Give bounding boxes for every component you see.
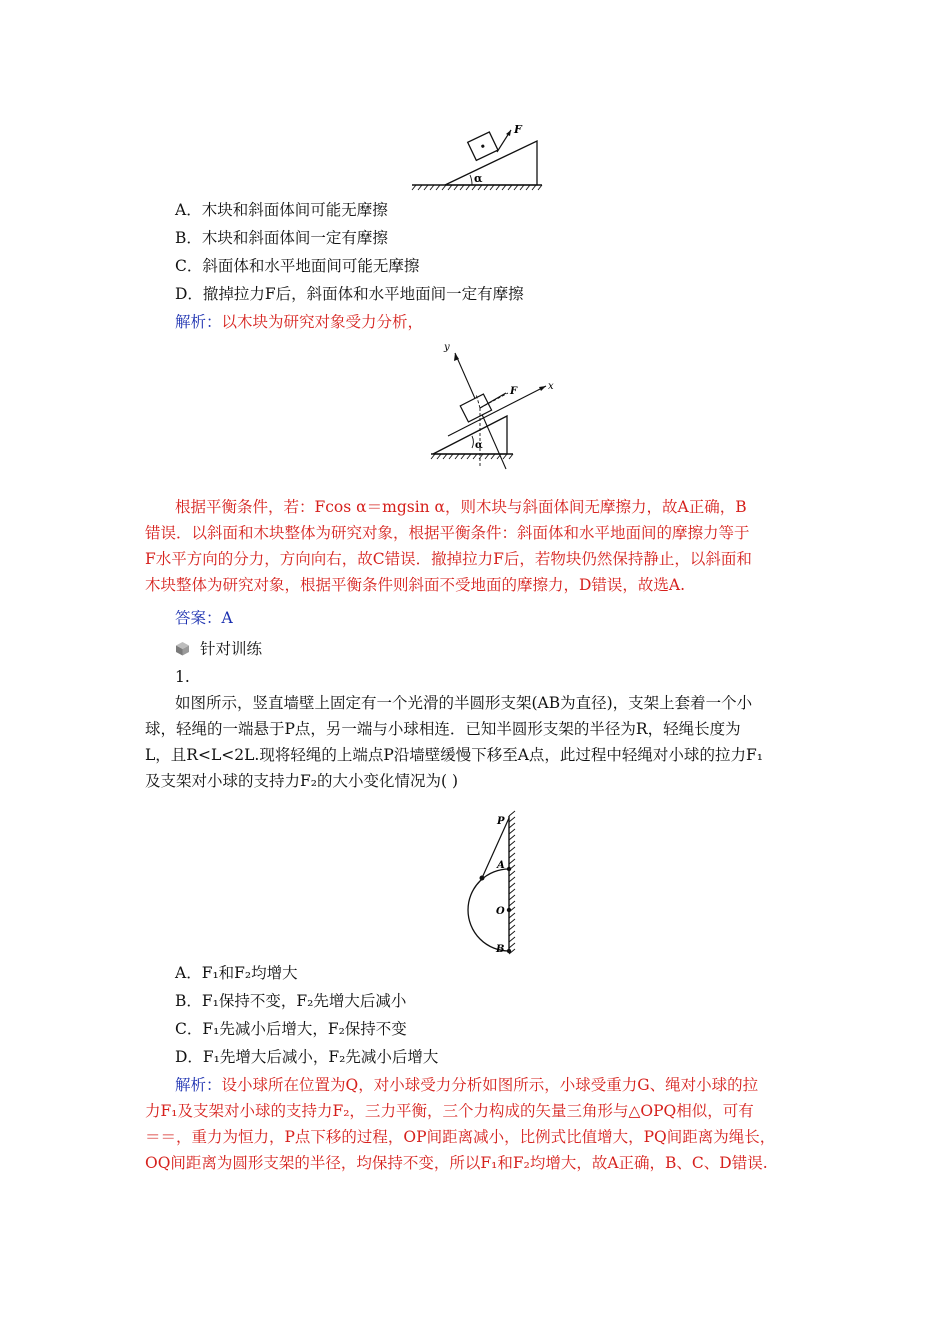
- q1-analysis-line-2: 错误．以斜面和木块整体为研究对象，根据平衡条件：斜面体和水平地面间的摩擦力等于: [145, 524, 750, 542]
- angle-label-2: α: [475, 440, 483, 451]
- wall-semicircle-figure: [460, 808, 530, 958]
- q1-analysis-line-1: 根据平衡条件，若：Fcos α＝mgsin α，则木块与斜面体间无摩擦力，故A正确，B: [175, 498, 747, 516]
- q2-number: 1.: [175, 668, 190, 686]
- q2-stem-line-1: 如图所示，竖直墙壁上固定有一个光滑的半圆形支架(AB为直径)，支架上套着一个小: [175, 694, 753, 712]
- force-label-2: F: [510, 386, 518, 397]
- force-analysis-figure: [428, 336, 563, 476]
- ground-line: [412, 185, 542, 190]
- analysis-intro-text: 以木块为研究对象受力分析，: [221, 313, 424, 331]
- q2-analysis-body: [145, 1072, 810, 1176]
- q1-answer: 答案：A: [175, 609, 233, 627]
- q2-option-c: C．F₁先减小后增大，F₂保持不变: [175, 1020, 407, 1038]
- q1-option-c: C．斜面体和水平地面间可能无摩擦: [175, 257, 420, 275]
- q1-analysis-line-4: 木块整体为研究对象，根据平衡条件则斜面不受地面的摩擦力，D错误，故选A.: [145, 576, 686, 594]
- q2-option-a: A．F₁和F₂均增大: [175, 964, 298, 982]
- x-axis-label: x: [548, 381, 554, 392]
- q1-analysis-line-3: F水平方向的分力，方向向右，故C错误．撤掉拉力F后，若物块仍然保持静止，以斜面和: [145, 550, 752, 568]
- q2-stem-line-2: 球，轻绳的一端悬于P点，另一端与小球相连．已知半圆形支架的半径为R，轻绳长度为: [145, 720, 741, 738]
- section-title: 针对训练: [199, 640, 262, 658]
- force-label: F: [514, 123, 522, 136]
- q2-stem-line-4: 及支架对小球的支持力F₂的大小变化情况为( ): [145, 772, 458, 790]
- q2-stem-line-3: L，且R<L<2L.现将轻绳的上端点P沿墙壁缓慢下移至A点，此过程中轻绳对小球的拉力F₁: [145, 746, 763, 764]
- q1-analysis-body: [145, 494, 810, 598]
- q1-analysis-intro: [175, 311, 423, 333]
- q1-option-a: A．木块和斜面体间可能无摩擦: [175, 201, 388, 219]
- q1-option-b: B．木块和斜面体间一定有摩擦: [175, 229, 388, 247]
- q2-analysis-line-2: 力F₁及支架对小球的支持力F₂，三力平衡，三个力构成的矢量三角形与△OPQ相似，可有: [145, 1102, 754, 1120]
- label-b: B: [496, 944, 505, 955]
- ball: [480, 876, 485, 881]
- q2-option-b: B．F₁保持不变，F₂先增大后减小: [175, 992, 407, 1010]
- incline-figure: [410, 118, 545, 198]
- analysis-label: 解析：: [175, 313, 222, 331]
- q1-option-d: D．撤掉拉力F后，斜面体和水平地面间一定有摩擦: [175, 285, 524, 303]
- block: [468, 132, 498, 160]
- q2-analysis-line-1: [145, 1072, 810, 1098]
- y-axis-label: y: [444, 342, 450, 353]
- q2-analysis-line-4: OQ间距离为圆形支架的半径，均保持不变，所以F₁和F₂均增大，故A正确，B、C、D错误.: [145, 1154, 768, 1172]
- q2-analysis-line-3: ＝＝，重力为恒力，P点下移的过程，OP间距离减小，比例式比值增大，PQ间距离为绳长，: [145, 1128, 776, 1146]
- angle-label: α: [474, 172, 483, 185]
- q2-option-d: D．F₁先增大后减小，F₂先减小后增大: [175, 1048, 439, 1066]
- cube-icon: [175, 641, 190, 656]
- q2-analysis-first: 设小球所在位置为Q，对小球受力分析如图所示，小球受重力G、绳对小球的拉: [221, 1076, 759, 1094]
- section-heading: [175, 638, 262, 660]
- label-o: O: [496, 906, 505, 917]
- label-a: A: [497, 860, 505, 871]
- label-p: P: [497, 816, 505, 827]
- q2-stem: [145, 690, 810, 794]
- analysis-label-2: 解析：: [175, 1076, 222, 1094]
